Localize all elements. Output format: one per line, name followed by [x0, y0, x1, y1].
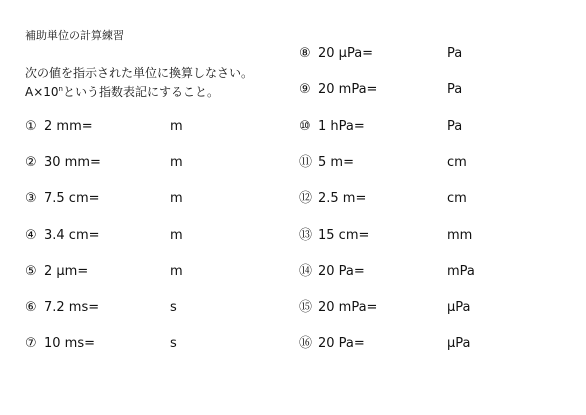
- problem-number: ②: [25, 155, 37, 170]
- problem-value: 20 mPa=: [318, 300, 378, 315]
- problem-11-unit: cm: [447, 155, 467, 170]
- problem-9: [299, 81, 377, 99]
- problem-14: [299, 263, 365, 281]
- problem-number: ⑬: [299, 228, 313, 243]
- problem-12-unit: cm: [447, 191, 467, 206]
- problem-value: 20 mPa=: [318, 82, 378, 97]
- problem-number: ⑧: [299, 46, 311, 61]
- worksheet-title: 補助単位の計算練習: [25, 29, 124, 42]
- problem-value: 20 Pa=: [318, 336, 365, 351]
- problem-14-unit: mPa: [447, 264, 475, 279]
- problem-number: ⑮: [299, 300, 313, 315]
- problem-16-unit: μPa: [447, 336, 471, 351]
- instruction-line-2-prefix: A×10: [25, 85, 59, 99]
- problem-value: 2 mm=: [44, 119, 93, 134]
- problem-12: [299, 190, 366, 208]
- instruction-line-2: [25, 83, 219, 100]
- problem-10: [299, 118, 365, 136]
- problem-number: ⑩: [299, 119, 311, 134]
- problem-number: ③: [25, 191, 37, 206]
- problem-2: [25, 154, 101, 172]
- problem-value: 3.4 cm=: [44, 228, 100, 243]
- problem-value: 7.2 ms=: [44, 300, 100, 315]
- problem-15-unit: μPa: [447, 300, 471, 315]
- problem-1-unit: m: [170, 119, 183, 134]
- problem-5-unit: m: [170, 264, 183, 279]
- problem-15: [299, 299, 377, 317]
- problem-3-unit: m: [170, 191, 183, 206]
- problem-value: 2.5 m=: [318, 191, 367, 206]
- problem-16: [299, 335, 365, 353]
- problem-value: 20 μPa=: [318, 46, 374, 61]
- problem-value: 1 hPa=: [318, 119, 365, 134]
- problem-number: ⑫: [299, 191, 313, 206]
- exponent-n: n: [58, 85, 63, 93]
- problem-value: 10 ms=: [44, 336, 96, 351]
- problem-6: [25, 299, 99, 317]
- problem-number: ⑪: [299, 155, 313, 170]
- problem-8: [299, 45, 373, 63]
- problem-4-unit: m: [170, 228, 183, 243]
- problem-value: 30 mm=: [44, 155, 101, 170]
- problem-4: [25, 227, 100, 245]
- problem-number: ④: [25, 228, 37, 243]
- problem-9-unit: Pa: [447, 82, 463, 97]
- problem-7: [25, 335, 95, 353]
- problem-5: [25, 263, 88, 281]
- problem-value: 20 Pa=: [318, 264, 365, 279]
- problem-number: ⑯: [299, 336, 313, 351]
- problem-number: ①: [25, 119, 37, 134]
- problem-value: 7.5 cm=: [44, 191, 100, 206]
- problem-10-unit: Pa: [447, 119, 463, 134]
- problem-value: 5 m=: [318, 155, 354, 170]
- instruction-line-1: 次の値を指示された単位に換算しなさい。: [25, 66, 254, 80]
- problem-value: 2 μm=: [44, 264, 89, 279]
- problem-7-unit: s: [170, 336, 177, 351]
- problem-8-unit: Pa: [447, 46, 463, 61]
- problem-2-unit: m: [170, 155, 183, 170]
- problem-number: ⑤: [25, 264, 37, 279]
- problem-3: [25, 190, 100, 208]
- problem-1: [25, 118, 93, 136]
- problem-number: ⑭: [299, 264, 313, 279]
- problem-13-unit: mm: [447, 228, 473, 243]
- problem-number: ⑦: [25, 336, 37, 351]
- problem-13: [299, 227, 369, 245]
- problem-number: ⑨: [299, 82, 311, 97]
- problem-number: ⑥: [25, 300, 37, 315]
- problem-11: [299, 154, 354, 172]
- problem-6-unit: s: [170, 300, 177, 315]
- instruction-line-2-suffix: という指数表記にすること。: [62, 85, 219, 99]
- problem-value: 15 cm=: [318, 228, 370, 243]
